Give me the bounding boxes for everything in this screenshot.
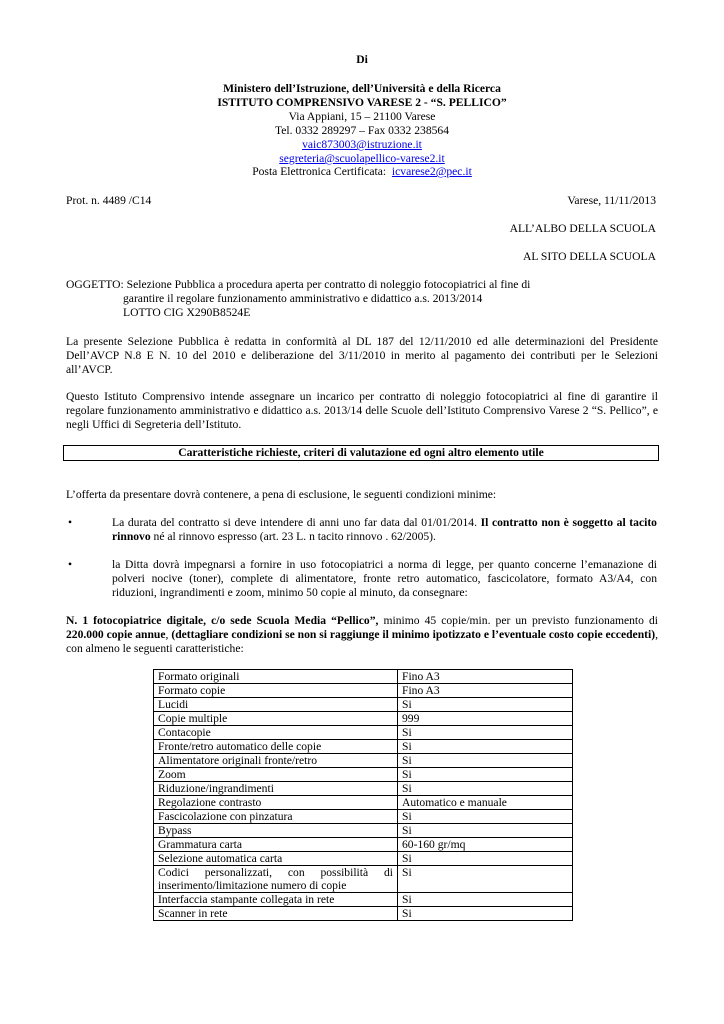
email-line-1 bbox=[0, 138, 724, 152]
spec-value: Si bbox=[398, 824, 573, 838]
spec-value: Fino A3 bbox=[398, 684, 573, 698]
bullet-item-supply: la Ditta dovrà impegnarsi a fornire in uso fotocopiatrici a norma di legge, per quanto concerne l’emanazione di polveri nocive (toner), complete di alimentatore, fronte retro automatico, fascicolatore, formato A3/A4, con riduzioni, ingrandimenti e zoom, minimo 50 copie al minuto, da consegnare: bbox=[112, 558, 657, 599]
subject-line-1: OGGETTO: Selezione Pubblica a procedura aperta per contratto di noleggio fotocopiatrici al fine di bbox=[66, 278, 531, 291]
spec-value: Si bbox=[398, 768, 573, 782]
spec-feature: Zoom bbox=[154, 768, 398, 782]
spec-value: Si bbox=[398, 893, 573, 907]
table-row bbox=[154, 712, 573, 726]
spec-value: Si bbox=[398, 726, 573, 740]
pec-label: Posta Elettronica Certificata: bbox=[252, 165, 387, 178]
spec-value: Si bbox=[398, 810, 573, 824]
subject-line-3: LOTTO CIG X290B8524E bbox=[123, 306, 251, 319]
table-row bbox=[154, 866, 573, 893]
email-link-2[interactable]: segreteria@scuolapellico-varese2.it bbox=[279, 152, 445, 165]
table-row bbox=[154, 852, 573, 866]
section-title-box: Caratteristiche richieste, criteri di valutazione ed ogni altro elemento utile bbox=[63, 445, 659, 461]
paragraph-compliance: La presente Selezione Pubblica è redatta in conformità al DL 187 del 12/11/2010 ed alle determinazioni del Presidente Dell’AVCP N.8 E N. 10 del 2010 e deliberazione del 3/11/2010 in merito al pagamento dei contributi per le Selezioni all’AVCP. bbox=[66, 335, 658, 376]
offer-intro: L’offerta da presentare dovrà contenere, a pena di esclusione, le seguenti condizioni minime: bbox=[66, 488, 497, 501]
table-row bbox=[154, 838, 573, 852]
copier-title: N. 1 fotocopiatrice digitale, c/o sede Scuola Media “Pellico”, bbox=[66, 614, 379, 627]
recipient-albo: ALL’ALBO DELLA SCUOLA bbox=[509, 222, 656, 235]
spec-value: Si bbox=[398, 754, 573, 768]
place-date: Varese, 11/11/2013 bbox=[567, 194, 656, 207]
recipient-sito: AL SITO DELLA SCUOLA bbox=[522, 250, 656, 263]
school-phone: Tel. 0332 289297 – Fax 0332 238564 bbox=[274, 124, 450, 137]
table-row bbox=[154, 893, 573, 907]
table-row bbox=[154, 684, 573, 698]
bullet-item-duration bbox=[112, 516, 657, 544]
school-address: Via Appiani, 15 – 21100 Varese bbox=[288, 110, 436, 123]
paragraph-assignment: Questo Istituto Comprensivo intende assegnare un incarico per contratto di noleggio fotocopiatrici al fine di garantire il regolare funzionamento amministrativo e didattico a.s. 2013/14 delle Scuole dell’Istituto Comprensivo Varese 2 “S. Pellico”, e negli Uffici di Segreteria dell’Istituto. bbox=[66, 390, 658, 431]
renewal-note: né al rinnovo espresso (art. 23 L. n tacito rinnovo . 62/2005). bbox=[150, 530, 436, 543]
spec-feature: Alimentatore originali fronte/retro bbox=[154, 754, 398, 768]
table-row bbox=[154, 670, 573, 684]
spec-value: Si bbox=[398, 782, 573, 796]
email-link-1[interactable]: vaic873003@istruzione.it bbox=[302, 138, 422, 151]
spec-value: Automatico e manuale bbox=[398, 796, 573, 810]
spec-feature: Selezione automatica carta bbox=[154, 852, 398, 866]
bullet-symbol-2: • bbox=[68, 558, 73, 571]
spec-feature: Lucidi bbox=[154, 698, 398, 712]
spec-feature: Interfaccia stampante collegata in rete bbox=[154, 893, 398, 907]
spec-value: Si bbox=[398, 698, 573, 712]
email-line-2 bbox=[0, 152, 724, 166]
spec-feature: Riduzione/ingrandimenti bbox=[154, 782, 398, 796]
spec-feature: Grammatura carta bbox=[154, 838, 398, 852]
spec-feature: Codici personalizzati, con possibilità di inserimento/limitazione numero di copie bbox=[154, 866, 398, 893]
school-name: ISTITUTO COMPRENSIVO VARESE 2 - “S. PELLICO” bbox=[217, 96, 507, 109]
spec-feature: Bypass bbox=[154, 824, 398, 838]
spec-value: 60-160 gr/mq bbox=[398, 838, 573, 852]
specs-table bbox=[153, 669, 573, 921]
spec-value: 999 bbox=[398, 712, 573, 726]
spec-value: Si bbox=[398, 852, 573, 866]
table-row bbox=[154, 782, 573, 796]
spec-feature: Scanner in rete bbox=[154, 907, 398, 921]
table-row bbox=[154, 698, 573, 712]
table-row bbox=[154, 810, 573, 824]
annual-copies: 220.000 copie annue bbox=[66, 628, 166, 641]
spec-feature: Regolazione contrasto bbox=[154, 796, 398, 810]
copier-speed-text: minimo 45 copie/min. per un previsto funzionamento di bbox=[378, 614, 658, 627]
pec-line bbox=[0, 165, 724, 179]
no-renewal-text: Il contratto non è soggetto al tacito rinnovo bbox=[112, 516, 657, 543]
bullet-symbol-1: • bbox=[68, 516, 73, 529]
spec-feature: Contacopie bbox=[154, 726, 398, 740]
copier-tail: , con almeno le seguenti caratteristiche: bbox=[66, 628, 658, 655]
top-label: Di bbox=[356, 53, 368, 66]
table-row bbox=[154, 726, 573, 740]
table-row bbox=[154, 740, 573, 754]
table-row bbox=[154, 796, 573, 810]
spec-feature: Fascicolazione con pinzatura bbox=[154, 810, 398, 824]
table-row bbox=[154, 907, 573, 921]
spec-value: Si bbox=[398, 907, 573, 921]
spec-value: Si bbox=[398, 740, 573, 754]
subject-line-2: garantire il regolare funzionamento amministrativo e didattico a.s. 2013/2014 bbox=[123, 292, 483, 305]
protocol-number: Prot. n. 4489 /C14 bbox=[66, 194, 152, 207]
copier-paragraph bbox=[66, 614, 658, 656]
spec-feature: Fronte/retro automatico delle copie bbox=[154, 740, 398, 754]
ministry-name: Ministero dell’Istruzione, dell’Università e della Ricerca bbox=[223, 82, 501, 95]
spec-feature: Copie multiple bbox=[154, 712, 398, 726]
spec-feature: Formato copie bbox=[154, 684, 398, 698]
pec-email-link[interactable]: icvarese2@pec.it bbox=[391, 165, 472, 178]
table-row bbox=[154, 768, 573, 782]
spec-value: Si bbox=[398, 866, 573, 893]
copier-sep: , bbox=[165, 628, 172, 641]
table-row bbox=[154, 754, 573, 768]
duration-text: La durata del contratto si deve intendere di anni uno far data dal 01/01/2014. bbox=[112, 516, 481, 529]
table-row bbox=[154, 824, 573, 838]
spec-value: Fino A3 bbox=[398, 670, 573, 684]
copier-conditions: (dettagliare condizioni se non si raggiunge il minimo ipotizzato e l’eventuale costo copie eccedenti) bbox=[171, 628, 656, 641]
spec-feature: Formato originali bbox=[154, 670, 398, 684]
